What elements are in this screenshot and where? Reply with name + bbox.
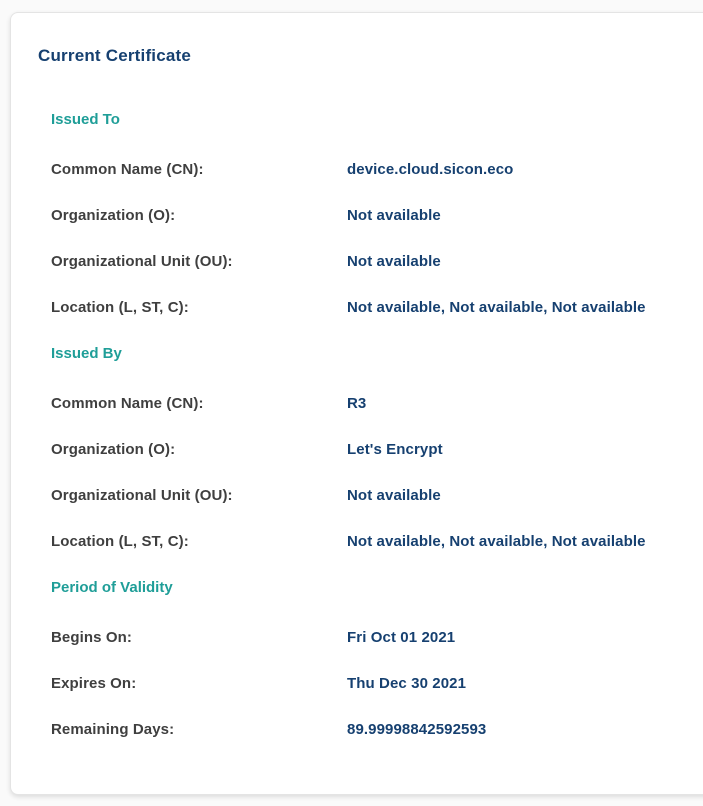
section-rows <box>51 160 684 317</box>
section-rows <box>51 394 684 551</box>
field-row <box>51 440 684 459</box>
field-label: Organization (O): <box>51 207 176 224</box>
field-value: Fri Oct 01 2021 <box>347 629 456 646</box>
field-row <box>51 394 684 413</box>
certificate-card <box>10 12 703 795</box>
certificate-section <box>51 578 684 739</box>
field-label: Location (L, ST, C): <box>51 533 189 550</box>
certificate-section <box>51 110 684 317</box>
field-row <box>51 720 684 739</box>
field-label: Begins On: <box>51 629 133 646</box>
field-label: Organizational Unit (OU): <box>51 253 233 270</box>
field-label: Common Name (CN): <box>51 395 204 412</box>
field-row <box>51 160 684 179</box>
field-label: Expires On: <box>51 675 137 692</box>
field-value: Thu Dec 30 2021 <box>347 675 467 692</box>
field-value: Not available <box>347 207 441 224</box>
field-value: Not available, Not available, Not available <box>347 533 646 550</box>
field-value: Not available, Not available, Not available <box>347 299 646 316</box>
field-value: Let's Encrypt <box>347 441 443 458</box>
page-title: Current Certificate <box>38 46 192 65</box>
field-row <box>51 628 684 647</box>
field-label: Common Name (CN): <box>51 161 204 178</box>
field-row <box>51 486 684 505</box>
field-row <box>51 206 684 225</box>
field-label: Organization (O): <box>51 441 176 458</box>
certificate-section <box>51 344 684 551</box>
section-rows <box>51 628 684 739</box>
field-value: R3 <box>347 395 367 412</box>
section-heading: Issued By <box>51 345 122 362</box>
field-row <box>51 252 684 271</box>
field-row <box>51 298 684 317</box>
field-value: 89.99998842592593 <box>347 721 487 738</box>
field-label: Remaining Days: <box>51 721 175 738</box>
section-heading: Period of Validity <box>51 579 173 596</box>
section-heading: Issued To <box>51 111 120 128</box>
field-row <box>51 674 684 693</box>
field-label: Location (L, ST, C): <box>51 299 189 316</box>
field-value: Not available <box>347 253 441 270</box>
certificate-sections <box>38 110 684 739</box>
field-value: device.cloud.sicon.eco <box>347 161 514 178</box>
field-value: Not available <box>347 487 441 504</box>
field-label: Organizational Unit (OU): <box>51 487 233 504</box>
field-row <box>51 532 684 551</box>
